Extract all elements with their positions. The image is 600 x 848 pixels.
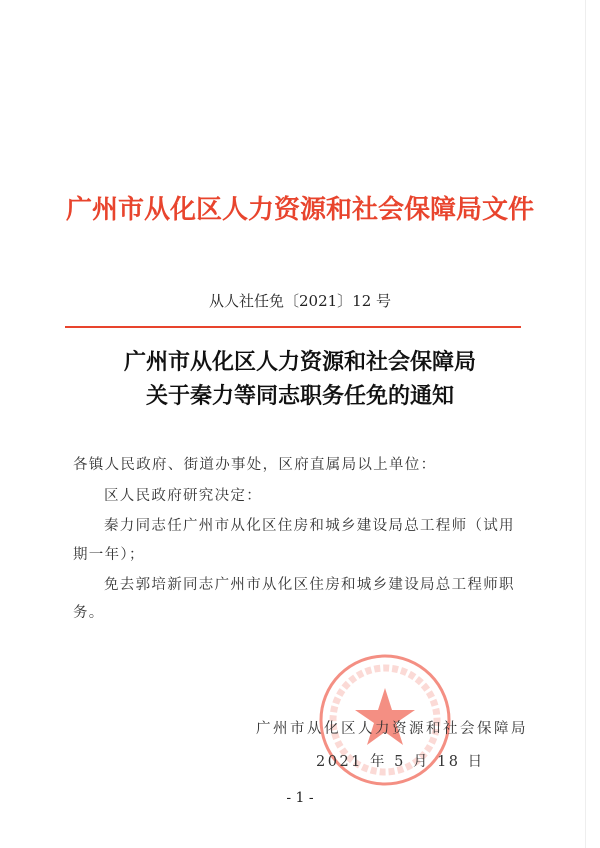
paragraph-2: 秦力同志任广州市从化区住房和城乡建设局总工程师（试用 [104, 518, 515, 534]
paragraph-3-cont: 务。 [73, 605, 105, 621]
agency-header-title: 广州市从化区人力资源和社会保障局文件 [65, 195, 534, 225]
paragraph-3: 免去郭培新同志广州市从化区住房和城乡建设局总工程师职 [104, 577, 515, 593]
page-number: - 1 - [286, 790, 314, 806]
document-number: 从人社任免〔2021〕12 号 [208, 292, 392, 310]
paragraph-2-cont: 期一年）； [73, 547, 145, 563]
notice-title-line1: 广州市从化区人力资源和社会保障局 [123, 349, 476, 375]
paragraph-1: 区人民政府研究决定： [104, 488, 262, 504]
addressee: 各镇人民政府、街道办事处，区府直属局以上单位： [73, 457, 437, 473]
notice-title-line2: 关于秦力等同志职务任免的通知 [145, 383, 454, 409]
scan-edge [585, 0, 586, 848]
signature-org: 广州市从化区人力资源和社会保障局 [256, 721, 528, 737]
red-divider [65, 326, 521, 328]
signature-date: 2021 年 5 月 18 日 [316, 754, 485, 770]
